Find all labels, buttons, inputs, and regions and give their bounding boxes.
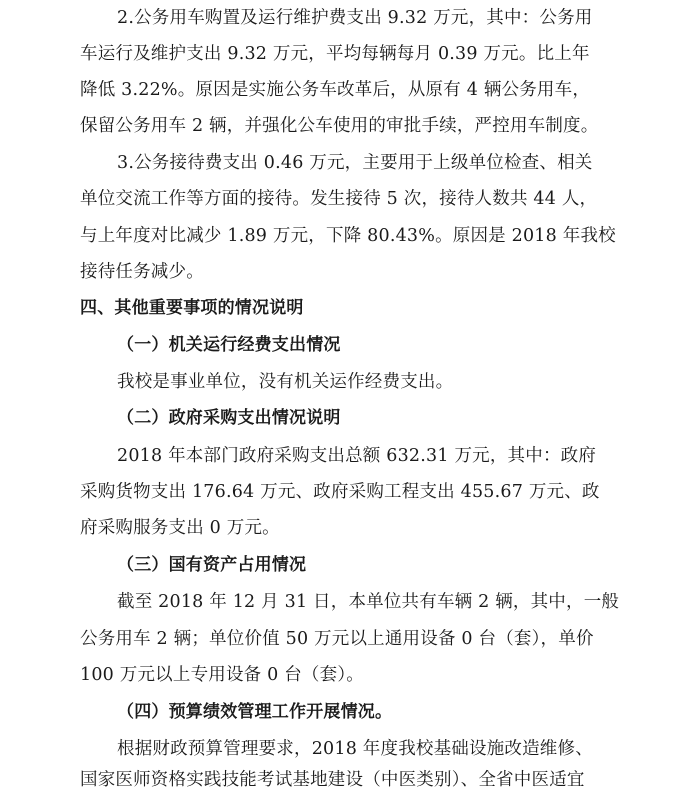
paragraph-line: 府采购服务支出 0 万元。 [80,518,280,538]
section-heading: 四、其他重要事项的情况说明 [80,298,304,318]
paragraph-line: 3.公务接待费支出 0.46 万元，主要用于上级单位检查、相关 [117,153,593,173]
subsection-heading: （二）政府采购支出情况说明 [117,408,341,428]
paragraph-line: 采购货物支出 176.64 万元、政府采购工程支出 455.67 万元、政 [80,482,600,502]
subsection-heading: （四）预算绩效管理工作开展情况。 [117,702,393,722]
paragraph-line: 公务用车 2 辆；单位价值 50 万元以上通用设备 0 台（套），单价 [80,629,594,649]
subsection-heading: （三）国有资产占用情况 [117,555,307,575]
paragraph-line: 单位交流工作等方面的接待。发生接待 5 次，接待人数共 44 人， [80,189,598,209]
paragraph-line: 根据财政预算管理要求，2018 年度我校基础设施改造维修、 [117,739,593,759]
paragraph-line: 接待任务减少。 [80,262,204,282]
paragraph-line: 国家医师资格实践技能考试基地建设（中医类别）、全省中医适宜 [80,770,585,790]
paragraph-line: 与上年度对比减少 1.89 万元，下降 80.43%。原因是 2018 年我校 [80,226,616,246]
paragraph-line: 100 万元以上专用设备 0 台（套）。 [80,665,364,685]
paragraph-line: 2018 年本部门政府采购支出总额 632.31 万元，其中：政府 [117,446,597,466]
paragraph-line: 截至 2018 年 12 月 31 日，本单位共有车辆 2 辆，其中，一般 [117,592,620,612]
paragraph-line: 我校是事业单位，没有机关运作经费支出。 [117,372,454,392]
paragraph-line: 保留公务用车 2 辆，并强化公车使用的审批手续，严控用车制度。 [80,116,599,136]
paragraph-line: 降低 3.22%。原因是实施公务车改革后，从原有 4 辆公务用车， [80,80,591,100]
paragraph-line: 车运行及维护支出 9.32 万元，平均每辆每月 0.39 万元。比上年 [80,44,590,64]
subsection-heading: （一）机关运行经费支出情况 [117,335,341,355]
paragraph-line: 2.公务用车购置及运行维护费支出 9.32 万元，其中：公务用 [117,8,593,28]
